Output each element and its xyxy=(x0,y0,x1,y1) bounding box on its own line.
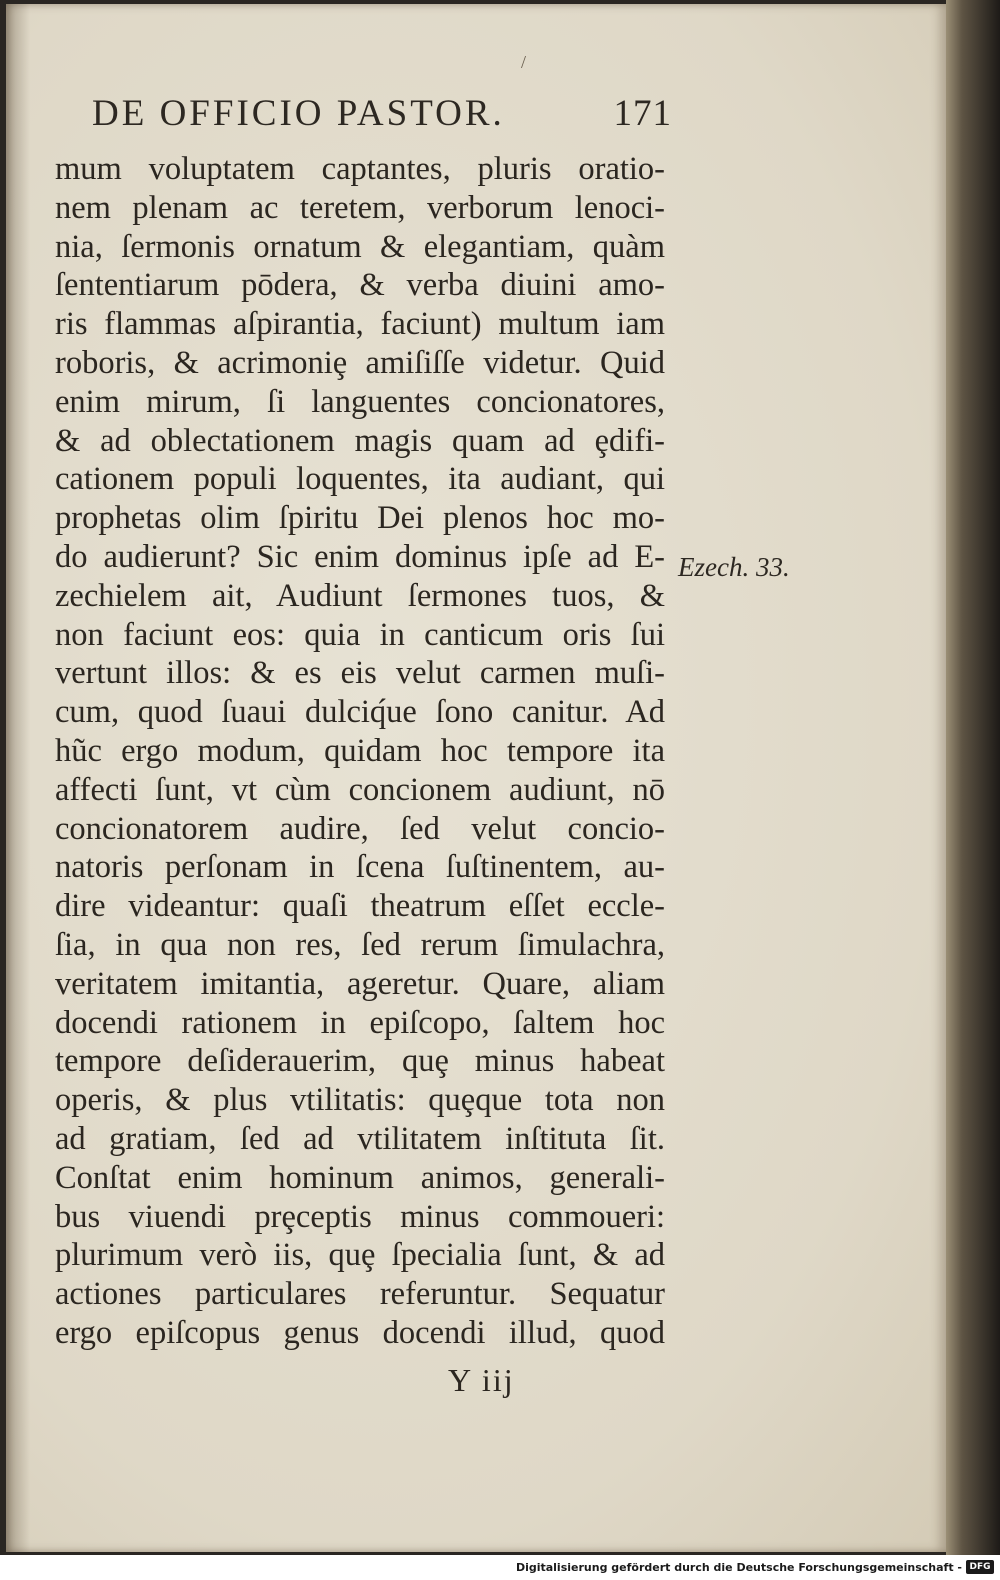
text-line: prophetas olim ſpiritu Dei plenos hoc mo- xyxy=(55,500,665,537)
text-line: ſia, in qua non res, ſed rerum ſimulachra, xyxy=(55,926,665,963)
text-line: affecti ſunt, vt cùm concionem audiunt, nō xyxy=(55,771,665,808)
body-text xyxy=(55,150,665,1353)
footer-bar xyxy=(0,1555,1000,1580)
running-head-title: DE OFFICIO PASTOR. xyxy=(92,93,505,134)
marginal-note: Ezech. 33. xyxy=(678,552,790,582)
text-line: tempore deſiderauerim, quȩ minus habeat xyxy=(55,1043,665,1080)
text-line: ad gratiam, ſed ad vtilitatem inſtituta ſit. xyxy=(55,1120,665,1157)
text-line: non faciunt eos: quia in canticum oris ſui xyxy=(55,616,665,653)
funding-credit: Digitalisierung gefördert durch die Deutsche Forschungsgemeinschaft - xyxy=(515,1561,962,1574)
text-line: ſententiarum pōdera, & verba diuini amo- xyxy=(55,267,665,304)
text-line: veritatem imitantia, ageretur. Quare, aliam xyxy=(55,965,665,1002)
text-line: vertunt illos: & es eis velut carmen muſi- xyxy=(55,655,665,692)
text-line: cationem populi loquentes, ita audiant, qui xyxy=(55,461,665,498)
text-line: bus viuendi prȩceptis minus commoueri: xyxy=(55,1198,665,1235)
page-edge xyxy=(946,0,1000,1555)
text-line: operis, & plus vtilitatis: quȩque tota non xyxy=(55,1082,665,1119)
text-line: do audierunt? Sic enim dominus ipſe ad E- xyxy=(55,538,665,575)
text-line: roboris, & acrimoniȩ amiſiſſe videtur. Quid xyxy=(55,344,665,381)
text-line: concionatorem audire, ſed velut concio- xyxy=(55,810,665,847)
text-line: nia, ſermonis ornatum & elegantiam, quàm xyxy=(55,228,665,265)
text-line: ergo epiſcopus genus docendi illud, quod xyxy=(55,1314,665,1351)
text-line: cum, quod ſuaui dulciq́ue ſono canitur. Ad xyxy=(55,694,665,731)
stray-mark: / xyxy=(521,52,527,72)
text-line: zechielem ait, Audiunt ſermones tuos, & xyxy=(55,577,665,614)
text-line: docendi rationem in epiſcopo, ſaltem hoc xyxy=(55,1004,665,1041)
dfg-logo: DFG xyxy=(966,1560,994,1574)
running-header xyxy=(92,92,672,135)
text-line: plurimum verò iis, quȩ ſpecialia ſunt, & ad xyxy=(55,1237,665,1274)
signature-mark: Y iij xyxy=(448,1362,515,1398)
binding-shadow xyxy=(6,4,30,1552)
text-line: hũc ergo modum, quidam hoc tempore ita xyxy=(55,732,665,769)
text-line: Conſtat enim hominum animos, generali- xyxy=(55,1159,665,1196)
text-line: mum voluptatem captantes, pluris oratio- xyxy=(55,151,665,187)
text-line: actiones particulares referuntur. Sequatur xyxy=(55,1276,665,1313)
text-line: nem plenam ac teretem, verborum lenoci- xyxy=(55,189,665,226)
text-line: natoris perſonam in ſcena ſuſtinentem, au- xyxy=(55,849,665,886)
text-line: enim mirum, ſi languentes concionatores, xyxy=(55,383,665,420)
text-line: ris flammas aſpirantia, faciunt) multum iam xyxy=(55,306,665,343)
folio-number: 171 xyxy=(613,93,672,134)
text-line: & ad oblectationem magis quam ad ȩdifi- xyxy=(55,422,665,459)
text-line: dire videantur: quaſi theatrum eſſet eccle- xyxy=(55,888,665,925)
